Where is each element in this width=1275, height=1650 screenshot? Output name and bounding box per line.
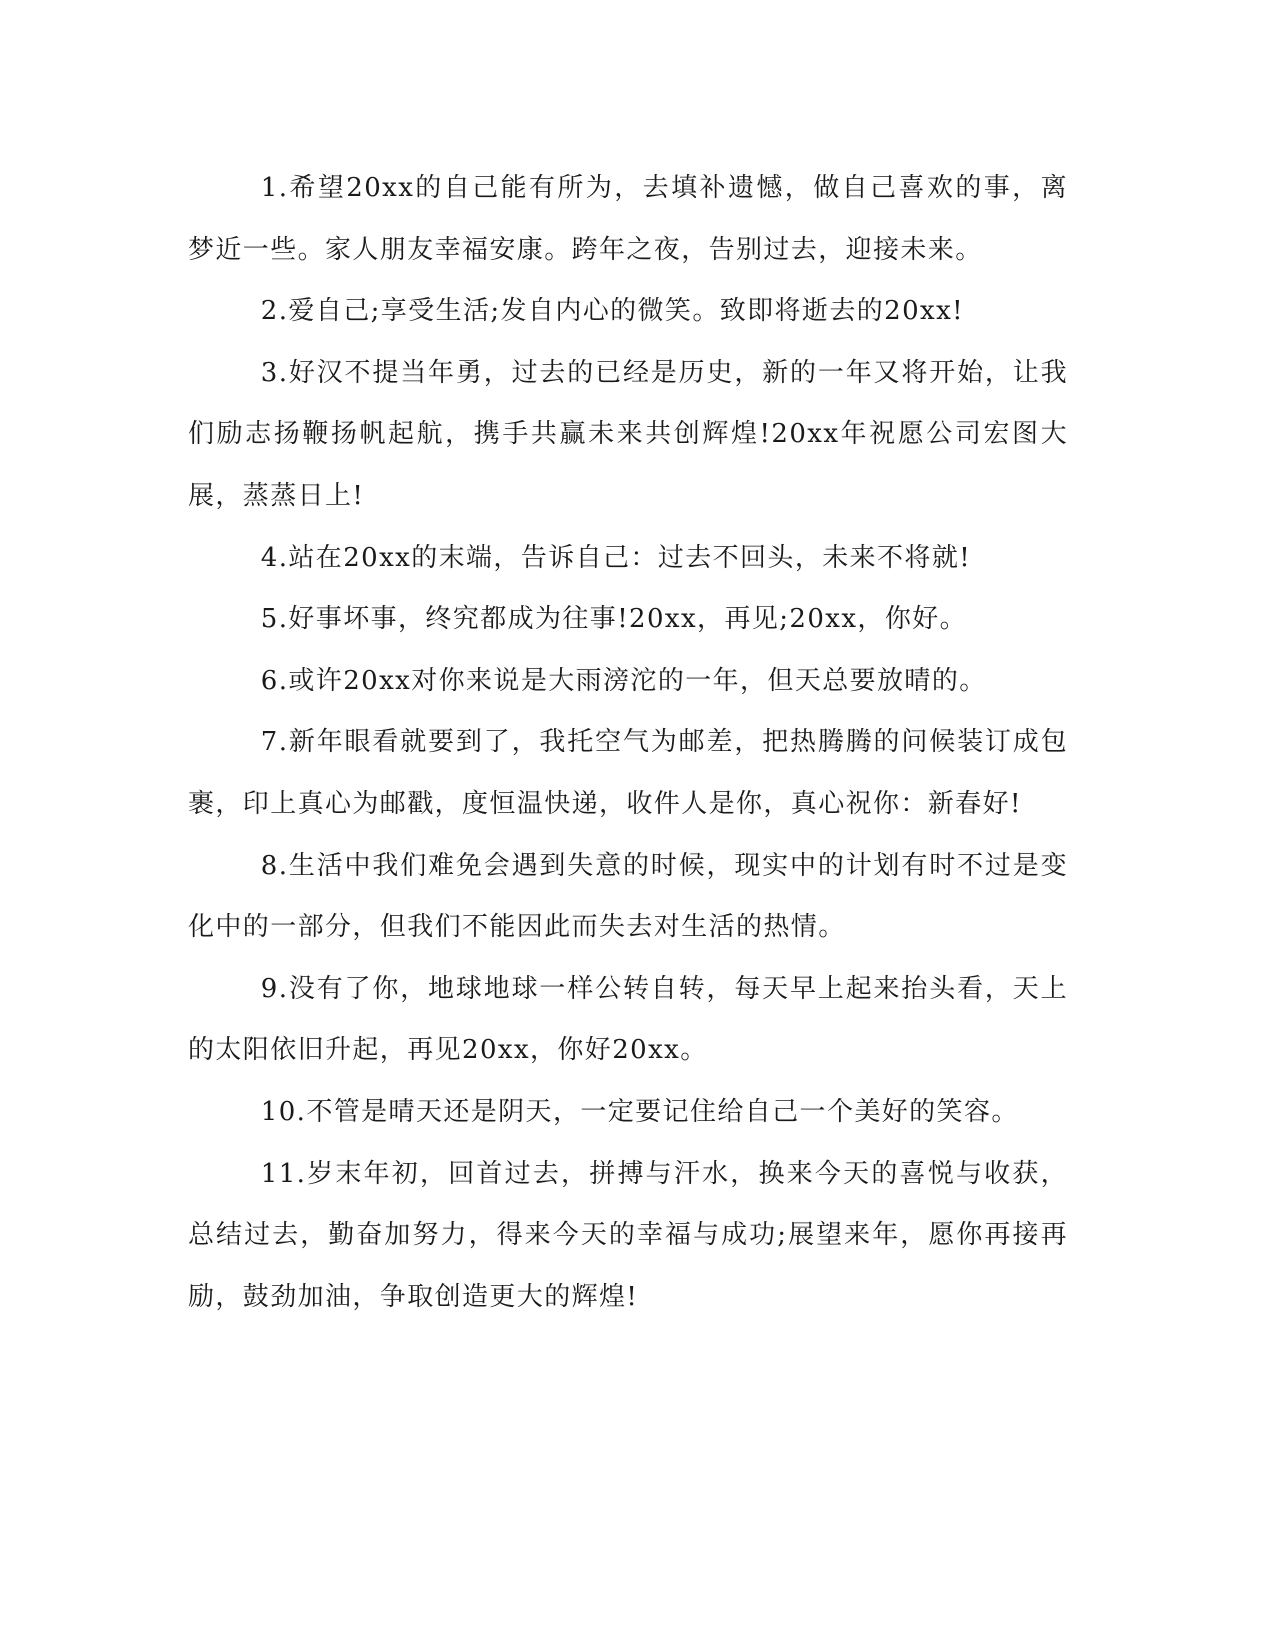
- paragraph-6: 6.或许20xx对你来说是大雨滂沱的一年，但天总要放晴的。: [260, 665, 987, 696]
- paragraph-11: 11.岁末年初，回首过去，拼搏与汗水，换来今天的喜悦与收获，总结过去，勤奋加努力，得来今天的幸福与成功;展望来年，愿你再接再励，鼓劲加油，争取创造更大的辉煌!: [188, 1158, 1068, 1312]
- paragraph-4: 4.站在20xx的末端，告诉自己：过去不回头，未来不将就!: [260, 542, 972, 573]
- paragraph-10: 10.不管是晴天还是阴天，一定要记住给自己一个美好的笑容。: [260, 1096, 1019, 1127]
- paragraph-3: 3.好汉不提当年勇，过去的已经是历史，新的一年又将开始，让我们励志扬鞭扬帆起航，携手共赢未来共创辉煌!20xx年祝愿公司宏图大展，蒸蒸日上!: [188, 357, 1068, 511]
- paragraph-5: 5.好事坏事，终究都成为往事!20xx，再见;20xx，你好。: [260, 604, 968, 635]
- paragraph-9: 9.没有了你，地球地球一样公转自转，每天早上起来抬头看，天上的太阳依旧升起，再见20xx，你好20xx。: [188, 973, 1068, 1066]
- paragraph-7: 7.新年眼看就要到了，我托空气为邮差，把热腾腾的问候装订成包裹，印上真心为邮戳，度恒温快递，收件人是你，真心祝你：新春好!: [188, 727, 1068, 819]
- document-body: [188, 158, 1068, 1328]
- paragraph-2: 2.爱自己;享受生活;发自内心的微笑。致即将逝去的20xx!: [260, 296, 964, 327]
- paragraph-1: 1.希望20xx的自己能有所为，去填补遗憾，做自己喜欢的事，离梦近一些。家人朋友幸福安康。跨年之夜，告别过去，迎接未来。: [188, 173, 1068, 265]
- paragraph-8: 8.生活中我们难免会遇到失意的时候，现实中的计划有时不过是变化中的一部分，但我们不能因此而失去对生活的热情。: [188, 850, 1068, 943]
